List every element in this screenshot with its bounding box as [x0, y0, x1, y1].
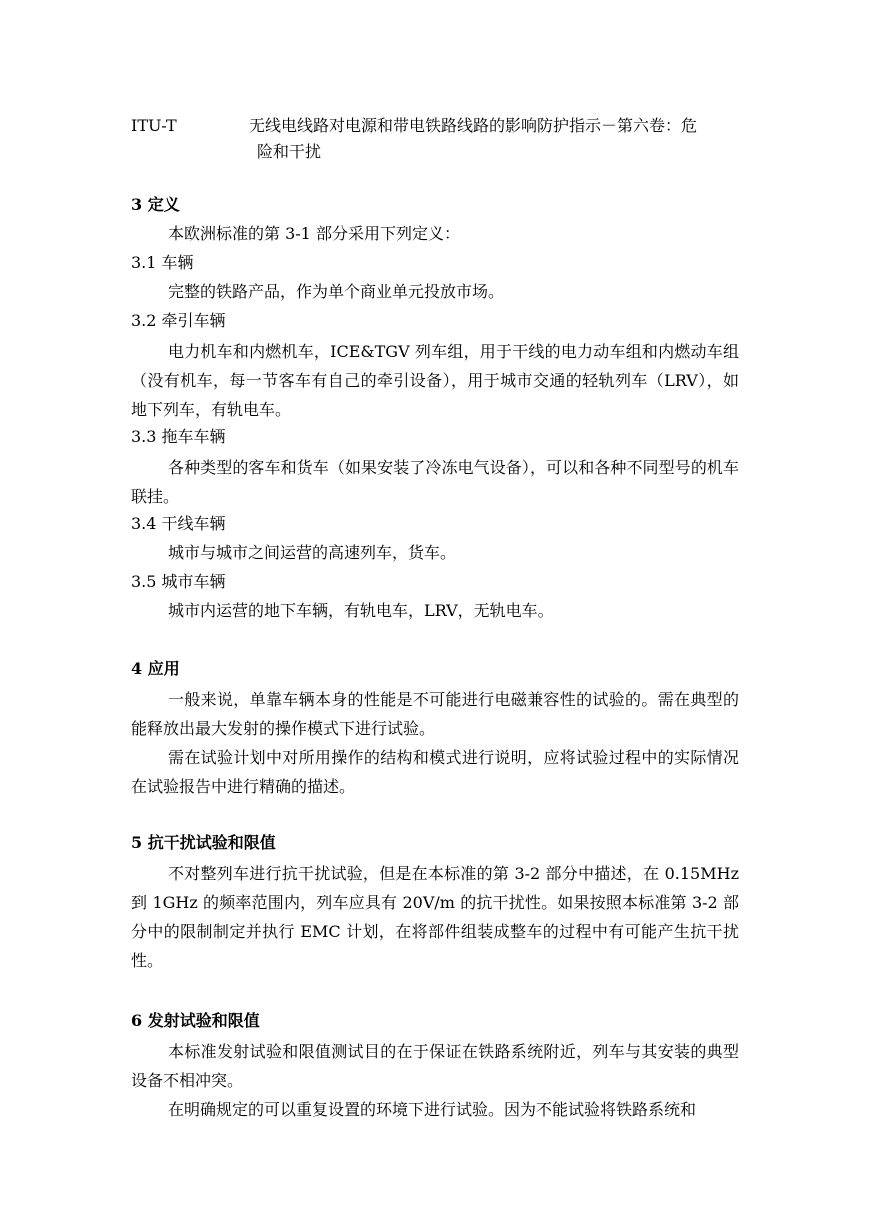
- reference-title-line2: 险和干扰: [257, 142, 322, 161]
- section-5-paragraph-1: 不对整列车进行抗干扰试验，但是在本标准的第 3-2 部分中描述，在 0.15MHz 到 1GHz 的频率范围内，列车应具有 20V/m 的抗干扰性。如果按照本标准第 3-2 部分中的限制制定并执行 EMC 计划，在将部件组装成整车的过程中有可能产生抗干扰性。: [131, 864, 739, 970]
- definition-3-2-term: 3.2 牵引车辆: [131, 311, 226, 330]
- section-6-paragraph-2: 在明确规定的可以重复设置的环境下进行试验。因为不能试验将铁路系统和: [168, 1100, 697, 1119]
- definition-3-4-term: 3.4 干线车辆: [131, 514, 226, 533]
- definition-3-5-term: 3.5 城市车辆: [131, 572, 226, 591]
- reference-title-line1: 无线电线路对电源和带电铁路线路的影响防护指示－第六卷：危: [249, 116, 698, 135]
- section-3-intro: 本欧洲标准的第 3-1 部分采用下列定义：: [168, 224, 460, 243]
- definition-3-1-term: 3.1 车辆: [131, 253, 194, 272]
- definition-3-3-text: 各种类型的客车和货车（如果安装了冷冻电气设备），可以和各种不同型号的机车联挂。: [131, 458, 739, 506]
- section-3-heading: 3 定义: [131, 195, 180, 214]
- definition-3-1-text: 完整的铁路产品，作为单个商业单元投放市场。: [168, 282, 505, 301]
- definition-3-3-term: 3.3 拖车车辆: [131, 427, 226, 446]
- section-4-paragraph-2: 需在试验计划中对所用操作的结构和模式进行说明，应将试验过程中的实际情况在试验报告中进行精确的描述。: [131, 748, 739, 796]
- section-4-paragraph-1: 一般来说，单靠车辆本身的性能是不可能进行电磁兼容性的试验的。需在典型的能释放出最大发射的操作模式下进行试验。: [131, 690, 739, 738]
- reference-code: ITU-T: [131, 116, 177, 135]
- definition-3-2-text: 电力机车和内燃机车，ICE&TGV 列车组，用于干线的电力动车组和内燃动车组（没有机车，每一节客车有自己的牵引设备），用于城市交通的轻轨列车（LRV），如地下列车，有轨电车。: [131, 342, 739, 419]
- section-4-heading: 4 应用: [131, 659, 180, 678]
- section-6-heading: 6 发射试验和限值: [131, 1011, 260, 1030]
- definition-3-5-text: 城市内运营的地下车辆，有轨电车，LRV，无轨电车。: [168, 601, 554, 620]
- definition-3-4-text: 城市与城市之间运营的高速列车，货车。: [168, 543, 457, 562]
- section-6-paragraph-1: 本标准发射试验和限值测试目的在于保证在铁路系统附近，列车与其安装的典型设备不相冲突。: [131, 1042, 739, 1090]
- reference-title: [249, 113, 749, 165]
- section-5-heading: 5 抗干扰试验和限值: [131, 833, 276, 852]
